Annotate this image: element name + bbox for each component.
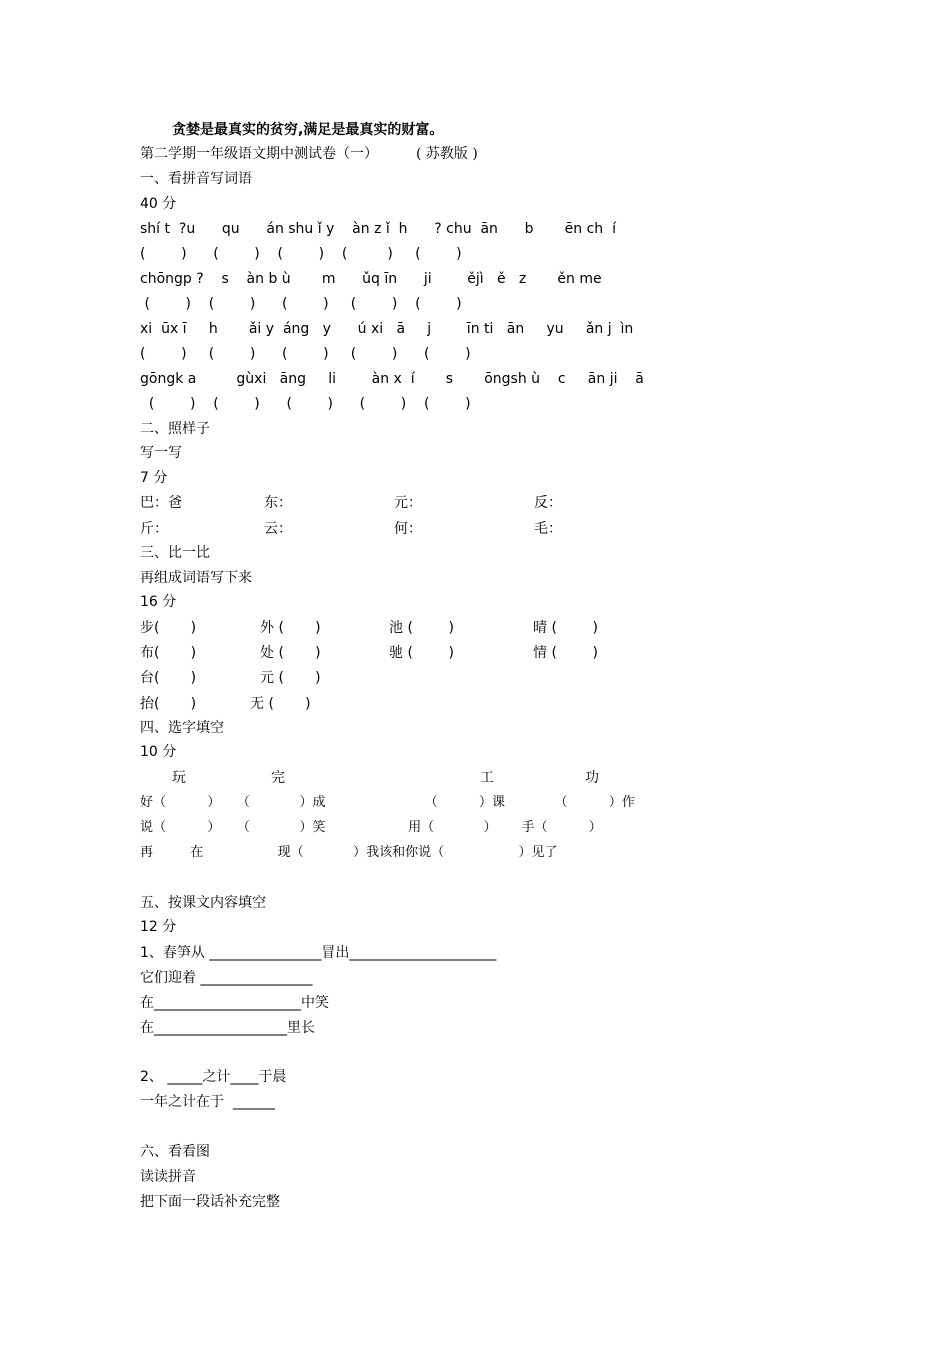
pinyin-row-2: chōngp ? s àn b ù m ǔq īn ji ějì ě z ěn me [140, 271, 602, 287]
option-char: 玩 [172, 770, 186, 786]
pinyin-row-3: xi ūx ī h ǎi y áng y ú xi ā j īn ti ān yu ǎn j ìn [140, 321, 634, 337]
compare-item: 晴 ( ) [533, 620, 598, 636]
option-char: 工 [480, 770, 494, 786]
option-char: 完 [271, 770, 285, 786]
section-1-score: 40 分 [140, 196, 177, 212]
section-2-heading: 二、照样子 [140, 421, 210, 437]
recite-line: 一年之计在于 ______ [140, 1094, 275, 1110]
char-item: 毛： [534, 521, 562, 537]
compare-item: 抬( ) [140, 696, 197, 712]
char-item: 东： [264, 495, 292, 511]
char-item: 反： [534, 495, 562, 511]
pinyin-row-1: shí t ?u qu án shu ǐ y àn z ǐ h ? chu ān b ēn ch í [140, 221, 616, 237]
section-3-score: 16 分 [140, 594, 177, 610]
section-5-score: 12 分 [140, 919, 177, 935]
exam-title [140, 144, 478, 164]
char-item: 斤： [140, 521, 168, 537]
compare-item: 元 ( ) [260, 670, 321, 686]
section-4-score: 10 分 [140, 744, 177, 760]
char-item: 元： [394, 495, 422, 511]
bracket-row-1: ( ) ( ) ( ) ( ) ( ) [140, 246, 462, 262]
compare-item: 外 ( ) [260, 620, 321, 636]
recite-line: 1、春笋从 ________________冒出_____________________ [140, 945, 497, 961]
compare-item: 无 ( ) [250, 696, 311, 712]
fill-line-2: 说（ ） （ ）笑 用（ ） 手（ ） [140, 820, 602, 835]
compare-item: 布( ) [140, 645, 197, 661]
recite-line: 在_____________________中笑 [140, 995, 329, 1011]
recite-line: 2、 _____之计____于晨 [140, 1069, 287, 1085]
fill-line-3: 再 在 现（ ）我该和你说（ ）见了 [140, 845, 558, 860]
section-5-heading: 五、按课文内容填空 [140, 895, 266, 911]
compare-item: 步( ) [140, 620, 197, 636]
section-6-heading: 六、看看图 [140, 1144, 210, 1160]
section-3-sub: 再组成词语写下来 [140, 570, 252, 586]
char-item: 云： [264, 521, 292, 537]
section-1-heading: 一、看拼音写词语 [140, 171, 252, 187]
example-item: 巴：爸 [140, 495, 182, 511]
section-2-sub: 写一写 [140, 445, 182, 461]
compare-item: 台( ) [140, 670, 197, 686]
section-2-score: 7 分 [140, 470, 168, 486]
pinyin-row-4: gōngk a gùxi āng li àn x í s ōngsh ù c ān ji ā [140, 371, 644, 387]
section-6-sub1: 读读拼音 [140, 1169, 196, 1185]
motto: 贪婪是最真实的贫穷,满足是最真实的财富。 [172, 122, 444, 138]
fill-line-1: 好（ ） （ ）成 （ ）课 （ ）作 [140, 795, 635, 810]
bracket-row-2: ( ) ( ) ( ) ( ) ( ) [140, 296, 462, 312]
compare-item: 驰 ( ) [389, 645, 454, 661]
compare-item: 池 ( ) [389, 620, 454, 636]
section-3-heading: 三、比一比 [140, 545, 210, 561]
compare-item: 处 ( ) [260, 645, 321, 661]
bracket-row-3: ( ) ( ) ( ) ( ) ( ) [140, 346, 471, 362]
title-edition: ( 苏教版 ) [416, 146, 478, 162]
option-char: 功 [585, 770, 599, 786]
section-4-heading: 四、选字填空 [140, 720, 224, 736]
bracket-row-4: ( ) ( ) ( ) ( ) ( ) [140, 396, 471, 412]
title-text: 第二学期一年级语文期中测试卷（一） [140, 146, 378, 162]
compare-item: 情 ( ) [533, 645, 598, 661]
recite-line: 在___________________里长 [140, 1020, 315, 1036]
recite-line: 它们迎着 ________________ [140, 970, 313, 986]
section-6-sub2: 把下面一段话补充完整 [140, 1194, 280, 1210]
char-item: 何： [394, 521, 422, 537]
